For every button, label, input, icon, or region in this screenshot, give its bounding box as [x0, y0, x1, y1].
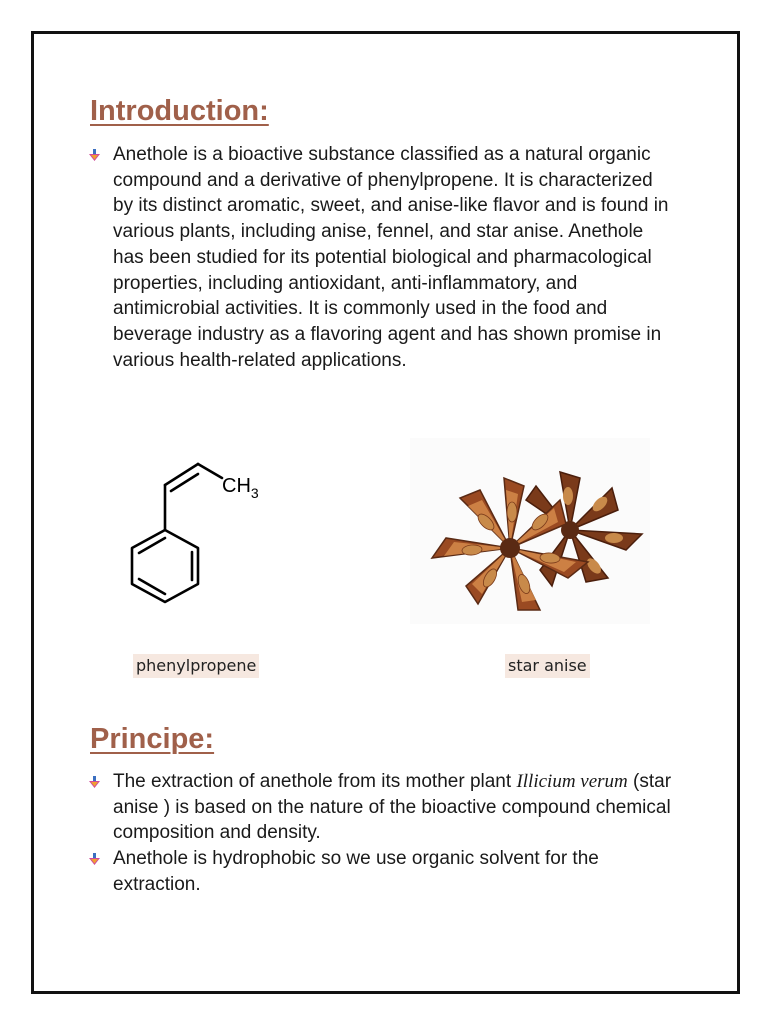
list-item	[88, 769, 678, 846]
phenylpropene-structure	[118, 452, 278, 612]
phenylpropene-caption: phenylpropene	[133, 654, 259, 678]
list-item	[88, 846, 678, 897]
introduction-list	[88, 142, 678, 373]
introduction-heading: Introduction:	[90, 95, 269, 127]
star-anise-image	[410, 438, 650, 624]
arrow-down-bullet-icon	[88, 149, 101, 162]
principe-heading: Principe:	[90, 723, 215, 755]
principe-list	[88, 769, 678, 898]
species-name: Illicium verum	[516, 771, 628, 792]
principe-text-2: Anethole is hydrophobic so we use organic solvent for the extraction.	[113, 848, 599, 895]
introduction-text: Anethole is a bioactive substance classified as a natural organic compound and a derivative of phenylpropene. It is characterized by its distinct aromatic, sweet, and anise-like flavor and is found in various plants, including anise, fennel, and star anise. Anethole has been studied for its potential biological and pharmacological properties, including antioxidant, anti-inflammatory, and antimicrobial activities. It is commonly used in the food and beverage industry as a flavoring agent and has shown promise in various health-related applications.	[113, 144, 669, 371]
list-item	[88, 142, 678, 373]
arrow-down-bullet-icon	[88, 853, 101, 866]
star-anise-caption: star anise	[505, 654, 590, 678]
principe-text-1: The extraction of anethole from its mother plant Illicium verum (star anise ) is based on the nature of the bioactive compound chemical composition and density.	[113, 771, 672, 844]
arrow-down-bullet-icon	[88, 776, 101, 789]
ch3-label: $CH_3$	[222, 475, 259, 501]
